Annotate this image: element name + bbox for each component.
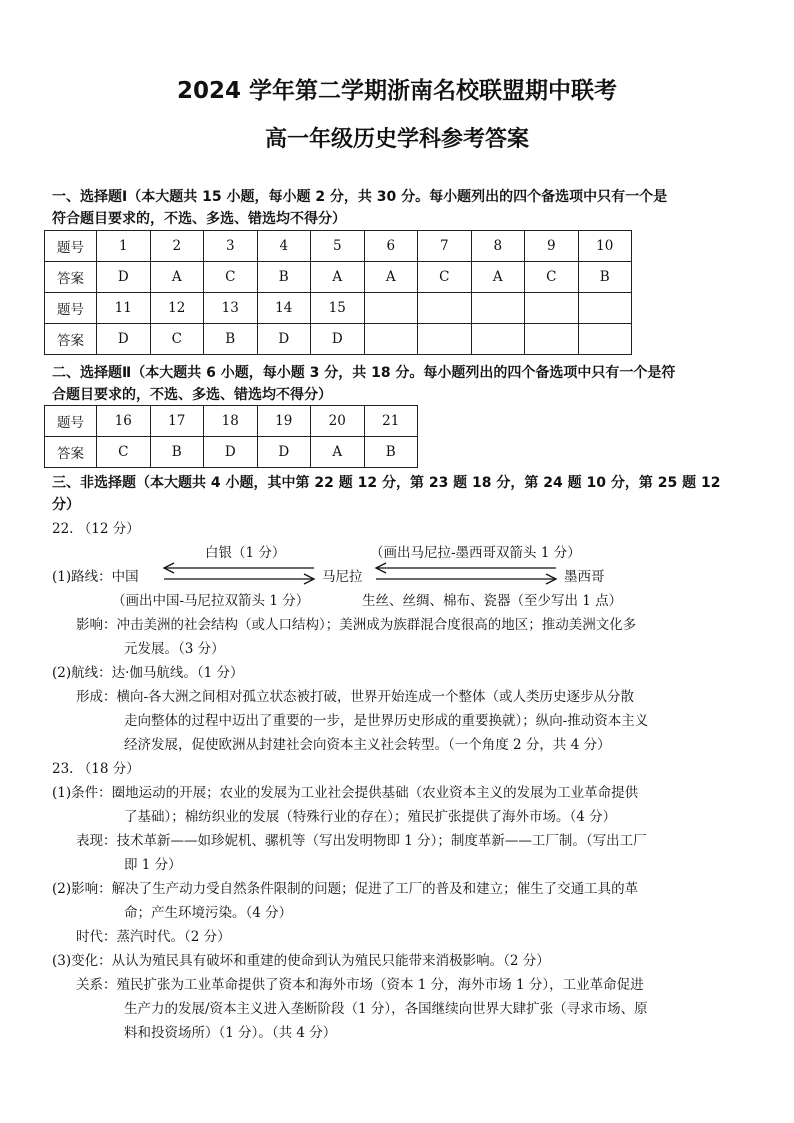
- answer-cell: A: [364, 262, 418, 293]
- answer-cell: [471, 324, 525, 355]
- answer-cell: A: [150, 262, 204, 293]
- answer-cell: D: [204, 437, 258, 468]
- section1-line2: 符合题目要求的，不选、多选、错选均不得分）: [52, 211, 346, 227]
- q22-heading: 22. （12 分）: [52, 521, 140, 537]
- answer-cell: B: [150, 437, 204, 468]
- answer-cell: 5: [311, 231, 365, 262]
- china-manila-double-arrow-icon: [160, 562, 320, 586]
- answer-cell: 6: [364, 231, 418, 262]
- answer-cell: A: [311, 262, 365, 293]
- row-header-cell: 题号: [45, 293, 97, 324]
- q23-relation-line1: 关系：殖民扩张为工业革命提供了资本和海外市场（资本 1 分，海外市场 1 分），工业革命促进: [76, 977, 644, 993]
- arrow2-note: （画出马尼拉-墨西哥双箭头 1 分）: [370, 545, 581, 561]
- document-title: 2024 学年第二学期浙南名校联盟期中联考: [176, 78, 618, 104]
- answer-cell: 8: [471, 231, 525, 262]
- answer-cell: C: [418, 262, 472, 293]
- answer-cell: 1: [97, 231, 151, 262]
- answer-cell: [418, 293, 472, 324]
- answer-cell: B: [364, 437, 418, 468]
- answer-cell: [525, 324, 579, 355]
- table-row: [45, 324, 632, 355]
- answer-cell: B: [257, 262, 311, 293]
- answer-cell: [364, 324, 418, 355]
- manila-label: 马尼拉: [322, 569, 363, 585]
- silver-label: 白银（1 分）: [205, 545, 286, 561]
- section2-line2: 合题目要求的，不选、多选、错选均不得分）: [52, 387, 332, 403]
- route-label: (1)路线：中国: [52, 569, 139, 585]
- answer-cell: D: [257, 437, 311, 468]
- q23-impact-line1: (2)影响：解决了生产动力受自然条件限制的问题；促进了工厂的普及和建立；催生了交通工具的革: [52, 881, 639, 897]
- q22-form-line1: 形成：横向-各大洲之间相对孤立状态被打破，世界开始连成一个整体（或人类历史逐步从分散: [76, 689, 635, 705]
- table-row: [45, 262, 632, 293]
- q23-behavior-line2: 即 1 分）: [124, 857, 182, 873]
- answer-cell: D: [97, 324, 151, 355]
- q22-impact-line1: 影响：冲击美洲的社会结构（或人口结构）；美洲成为族群混合度很高的地区；推动美洲文化多: [76, 617, 637, 633]
- manila-mexico-double-arrow-icon: [372, 562, 562, 586]
- q22-impact-line2: 元发展。（3 分）: [124, 641, 225, 657]
- answer-cell: 20: [311, 406, 365, 437]
- row-header-cell: 答案: [45, 437, 97, 468]
- q22-form-line2: 走向整体的过程中迈出了重要的一步，是世界历史形成的重要换就）；纵向-推动资本主义: [124, 713, 649, 729]
- table-row: [45, 406, 418, 437]
- answer-cell: 7: [418, 231, 472, 262]
- answer-cell: D: [311, 324, 365, 355]
- q23-condition-line1: (1)条件：圈地运动的开展；农业的发展为工业社会提供基础（农业资本主义的发展为工业革命提供: [52, 785, 639, 801]
- answer-cell: 14: [257, 293, 311, 324]
- answer-cell: [418, 324, 472, 355]
- answer-cell: [525, 293, 579, 324]
- answer-cell: 4: [257, 231, 311, 262]
- answer-cell: 10: [578, 231, 632, 262]
- answer-cell: [364, 293, 418, 324]
- answer-cell: 19: [257, 406, 311, 437]
- answer-cell: [471, 293, 525, 324]
- answer-cell: B: [578, 262, 632, 293]
- q23-behavior-line1: 表现：技术革新——如珍妮机、骡机等（写出发明物即 1 分）；制度革新——工厂制。（写出工厂: [76, 833, 647, 849]
- answer-cell: 11: [97, 293, 151, 324]
- answer-cell: C: [150, 324, 204, 355]
- section1-line1: 一、选择题Ⅰ（本大题共 15 小题，每小题 2 分，共 30 分。每小题列出的四个备选项中只有一个是: [52, 189, 668, 205]
- answer-cell: 2: [150, 231, 204, 262]
- answer-cell: 12: [150, 293, 204, 324]
- section1-heading: [52, 186, 752, 230]
- q23-era: 时代：蒸汽时代。（2 分）: [76, 929, 231, 945]
- answer-cell: 17: [150, 406, 204, 437]
- answer-cell: [578, 293, 632, 324]
- answer-cell: 3: [204, 231, 258, 262]
- section1-answer-table: [44, 230, 632, 355]
- row-header-cell: 题号: [45, 231, 97, 262]
- answer-cell: D: [97, 262, 151, 293]
- section2-line1: 二、选择题Ⅱ（本大题共 6 小题，每小题 3 分，共 18 分。每小题列出的四个备选项中只有一个是符: [52, 365, 676, 381]
- answer-cell: C: [204, 262, 258, 293]
- q23-relation-line3: 料和投资场所）（1 分）。（共 4 分）: [124, 1025, 337, 1041]
- answer-cell: 15: [311, 293, 365, 324]
- q23-relation-line2: 生产力的发展/资本主义进入垄断阶段（1 分），各国继续向世界大肆扩张（寻求市场、原: [124, 1001, 648, 1017]
- row-header-cell: 答案: [45, 262, 97, 293]
- answer-cell: 13: [204, 293, 258, 324]
- q22-route2: (2)航线：达·伽马航线。（1 分）: [52, 665, 244, 681]
- section2-answer-table: [44, 405, 418, 468]
- answer-cell: 18: [204, 406, 258, 437]
- arrow1-note: （画出中国-马尼拉双箭头 1 分）: [112, 593, 310, 609]
- mexico-label: 墨西哥: [564, 569, 605, 585]
- goods-list: 生丝、丝绸、棉布、瓷器（至少写出 1 点）: [362, 593, 623, 609]
- section3-line2: 分）: [52, 497, 80, 513]
- table-row: [45, 231, 632, 262]
- row-header-cell: 答案: [45, 324, 97, 355]
- answer-cell: 9: [525, 231, 579, 262]
- q22-form-line3: 经济发展，促使欧洲从封建社会向资本主义社会转型。（一个角度 2 分，共 4 分）: [124, 737, 611, 753]
- section2-heading: [52, 362, 752, 406]
- row-header-cell: 题号: [45, 406, 97, 437]
- answer-cell: 16: [97, 406, 151, 437]
- answer-cell: C: [525, 262, 579, 293]
- answer-cell: B: [204, 324, 258, 355]
- answer-cell: A: [311, 437, 365, 468]
- q23-condition-line2: 了基础）；棉纺织业的发展（特殊行业的存在）；殖民扩张提供了海外市场。（4 分）: [124, 809, 617, 825]
- answer-cell: A: [471, 262, 525, 293]
- table-row: [45, 437, 418, 468]
- q23-change: (3)变化：从认为殖民具有破坏和重建的使命到认为殖民只能带来消极影响。（2 分）: [52, 953, 550, 969]
- q23-heading: 23. （18 分）: [52, 761, 140, 777]
- answer-cell: 21: [364, 406, 418, 437]
- section3-line1: 三、非选择题（本大题共 4 小题，其中第 22 题 12 分，第 23 题 18 分，第 24 题 10 分，第 25 题 12: [52, 475, 721, 491]
- table-row: [45, 293, 632, 324]
- answer-cell: [578, 324, 632, 355]
- section3-heading: [52, 472, 752, 516]
- answer-cell: D: [257, 324, 311, 355]
- document-subtitle: 高一年级历史学科参考答案: [264, 127, 529, 152]
- answer-cell: C: [97, 437, 151, 468]
- q23-impact-line2: 命；产生环境污染。（4 分）: [124, 905, 293, 921]
